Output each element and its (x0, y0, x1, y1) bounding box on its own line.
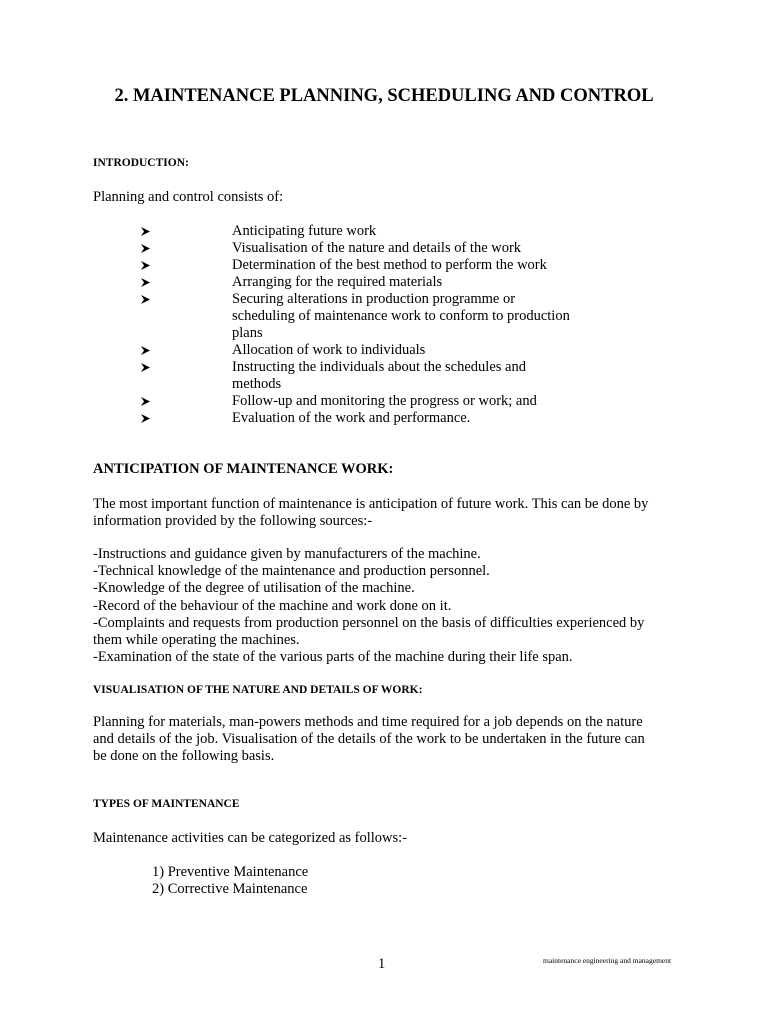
types-heading: TYPES OF MAINTENANCE (93, 798, 240, 810)
source-item: -Knowledge of the degree of utilisation of the machine. (93, 580, 415, 597)
bullet-item (140, 257, 620, 274)
source-item: -Examination of the state of the various parts of the machine during their life span. (93, 649, 573, 666)
bullet-text-line: Securing alterations in production programme or (232, 291, 516, 307)
paragraph-line: Planning for materials, man-powers methods and time required for a job depends on the nature (93, 714, 643, 730)
bullet-text-line: Arranging for the required materials (232, 274, 443, 290)
bullet-text-line: scheduling of maintenance work to conform to production (232, 308, 570, 324)
source-item: -Technical knowledge of the maintenance and production personnel. (93, 563, 490, 580)
bullet-item (140, 342, 620, 359)
introduction-heading: INTRODUCTION: (93, 157, 189, 169)
arrow-bullet-icon (140, 393, 152, 410)
anticipation-paragraph (93, 496, 648, 530)
arrow-bullet-icon (140, 342, 152, 359)
introduction-lead: Planning and control consists of: (93, 189, 284, 205)
anticipation-sources-list (93, 546, 644, 666)
types-lead: Maintenance activities can be categorized as follows:- (93, 830, 408, 846)
maintenance-type-item: 1) Preventive Maintenance (152, 864, 309, 880)
paragraph-line: and details of the job. Visualisation of the details of the work to be undertaken in the future can (93, 731, 645, 748)
arrow-bullet-icon (140, 410, 152, 427)
bullet-item (140, 240, 620, 257)
source-item: -Instructions and guidance given by manufacturers of the machine. (93, 546, 481, 562)
bullet-text-line: methods (232, 376, 282, 392)
bullet-text-line: Visualisation of the nature and details of the work (232, 240, 522, 256)
maintenance-type-item: 2) Corrective Maintenance (152, 881, 308, 898)
source-item: them while operating the machines. (93, 632, 300, 649)
paragraph-line: be done on the following basis. (93, 748, 275, 765)
arrow-bullet-icon (140, 291, 152, 308)
visualisation-heading: VISUALISATION OF THE NATURE AND DETAILS OF WORK: (93, 684, 423, 696)
maintenance-types-list (152, 864, 308, 898)
bullet-text-line: Allocation of work to individuals (232, 342, 426, 358)
bullet-item (140, 274, 620, 291)
bullet-text-line: Evaluation of the work and performance. (232, 410, 471, 426)
arrow-bullet-icon (140, 240, 152, 257)
bullet-text-line: Anticipating future work (232, 223, 377, 239)
source-item: -Record of the behaviour of the machine and work done on it. (93, 597, 452, 614)
bullet-item (140, 291, 620, 342)
arrow-bullet-icon (140, 223, 152, 240)
source-item: -Complaints and requests from production personnel on the basis of difficulties experienced by (93, 614, 645, 631)
paragraph-line: information provided by the following sources:- (93, 513, 373, 530)
bullet-item (140, 359, 620, 393)
bullet-text-line: Determination of the best method to perform the work (232, 257, 547, 273)
anticipation-heading: ANTICIPATION OF MAINTENANCE WORK: (93, 461, 394, 477)
paragraph-line: The most important function of maintenance is anticipation of future work. This can be done by (93, 496, 649, 512)
planning-bullet-list (140, 223, 620, 427)
arrow-bullet-icon (140, 359, 152, 376)
bullet-item (140, 410, 620, 427)
footer-note: maintenance engineering and management (543, 956, 672, 965)
arrow-bullet-icon (140, 257, 152, 274)
arrow-bullet-icon (140, 274, 152, 291)
bullet-text-line: Instructing the individuals about the schedules and (232, 359, 526, 375)
page-number: 1 (378, 956, 386, 972)
bullet-text-line: Follow-up and monitoring the progress or work; and (232, 393, 537, 409)
page-title: 2. MAINTENANCE PLANNING, SCHEDULING AND CONTROL (114, 86, 654, 106)
visualisation-paragraph (93, 714, 645, 766)
bullet-item (140, 393, 620, 410)
bullet-text-line: plans (232, 325, 263, 341)
bullet-item (140, 223, 620, 240)
